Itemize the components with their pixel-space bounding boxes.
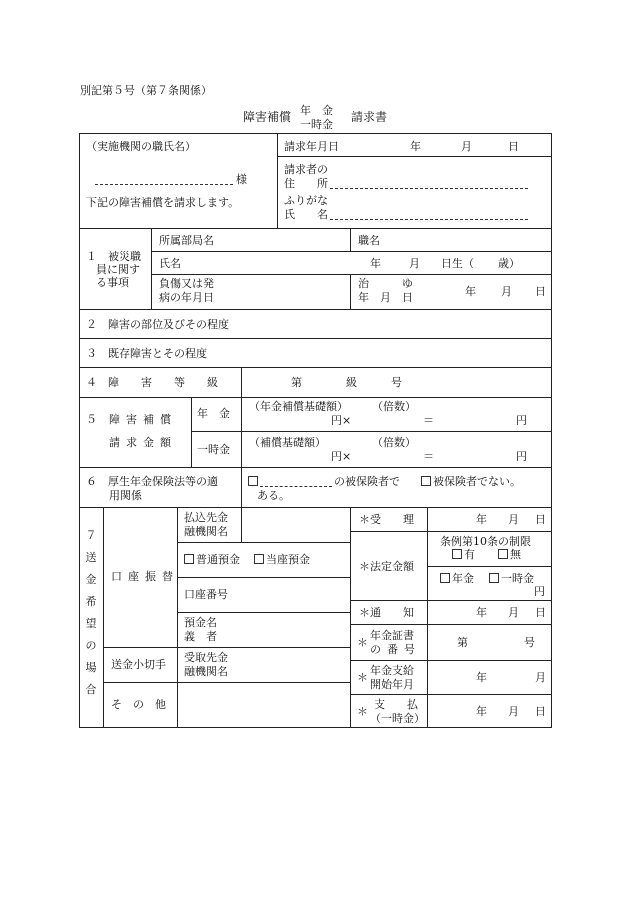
victim-section-label-2: 員に関す [96, 263, 140, 276]
current-deposit-option[interactable] [254, 553, 310, 566]
insurance-name-field[interactable] [260, 486, 332, 487]
row4-label: ４ 障 害 等 級 [86, 376, 218, 389]
name-label: 氏 名 [284, 208, 328, 221]
notice-label: ＊通 知 [359, 606, 414, 619]
insured-checkbox[interactable] [248, 476, 258, 486]
address-label-2: 住 所 [284, 177, 328, 190]
agency-label: （実施機関の職氏名） [86, 140, 196, 153]
title-ichiji: 一時金 [300, 118, 333, 131]
holder-label-2: 義 者 [184, 630, 217, 643]
row2-label: ２ 障害の部位及びその程度 [86, 318, 229, 331]
cure-label-2: 年 月 日 [358, 291, 413, 304]
cert-label-1: 年金証書 [370, 629, 414, 642]
nenkin-yen: 円 [516, 414, 527, 427]
other-label: そ の 他 [111, 698, 166, 711]
aru-label: ある。 [257, 489, 290, 502]
cert-dai: 第 [457, 636, 468, 649]
request-date-month: 月 [461, 140, 472, 153]
request-date-label: 請求年月日 [284, 140, 339, 153]
current-deposit-label: 当座預金 [266, 553, 310, 566]
ordinary-deposit-checkbox[interactable] [184, 554, 194, 564]
title-nenkin: 年 金 [300, 104, 333, 117]
grade-dai: 第 [291, 376, 302, 389]
notice-year: 年 [476, 606, 487, 619]
cure-month: 月 [501, 285, 512, 298]
start-month: 月 [535, 671, 546, 684]
form-number: 別記第５号（第７条関係） [80, 84, 212, 97]
ordinance-limit: 条例第10条の制限 [440, 535, 531, 548]
furigana-label: ふりがな [284, 194, 328, 207]
injury-label-1: 負傷又は発 [159, 277, 214, 290]
account-no-label: 口座番号 [184, 588, 228, 601]
ichiji-equals: ＝ [423, 450, 434, 463]
legal-nenkin-label: 年金 [452, 572, 474, 585]
limit-no-label: 無 [510, 548, 521, 561]
not-insured-label: 被保険者でない。 [433, 475, 521, 488]
cure-label-1: 治 ゆ [358, 277, 413, 290]
victim-section-label-1: １ 被災職 [86, 250, 141, 263]
pay-year: 年 [476, 705, 487, 718]
ichiji-yen: 円 [516, 450, 527, 463]
claim-label-1: 障害補償 [109, 413, 177, 426]
start-label-1: 年金支給 [370, 664, 414, 677]
limit-yes-checkbox[interactable] [452, 549, 462, 559]
claim-no: ５ [86, 413, 97, 426]
victim-name-label: 氏名 [159, 257, 181, 270]
grade-kyu: 級 [346, 376, 357, 389]
dept-label: 所属部局名 [159, 234, 214, 247]
grade-go: 号 [391, 376, 402, 389]
insured-suffix: の被保険者で [334, 475, 400, 488]
request-date-year: 年 [410, 140, 421, 153]
holder-label-1: 預金名 [184, 616, 217, 629]
cert-mark: ＊ [357, 636, 368, 649]
ordinary-deposit-label: 普通預金 [196, 553, 240, 566]
injury-label-2: 病の年月日 [159, 291, 214, 304]
cert-label-2: の番号 [370, 643, 421, 656]
pay-month: 月 [508, 705, 519, 718]
insured-option[interactable] [248, 475, 260, 488]
birth-year: 年 [370, 257, 381, 270]
birth-month: 月 [409, 257, 420, 270]
legal-ichiji-checkbox[interactable] [489, 573, 499, 583]
limit-no-checkbox[interactable] [498, 549, 508, 559]
legal-ichiji-label: 一時金 [501, 572, 534, 585]
pension-label-1: ６ 厚生年金保険法等の適 [86, 475, 218, 488]
agency-name-field[interactable] [95, 184, 233, 185]
nenkin-label: 年 金 [197, 407, 230, 420]
nenkin-yen-x: 円× [331, 414, 352, 427]
bank-label-1: 払込先金 [184, 511, 228, 524]
not-insured-checkbox[interactable] [421, 476, 431, 486]
not-insured-option[interactable] [421, 475, 521, 488]
receipt-day: 日 [535, 513, 546, 526]
cure-year: 年 [465, 285, 476, 298]
victim-section-label-3: る事項 [96, 276, 129, 289]
cheque-label: 送金小切手 [111, 658, 166, 671]
ichiji-multiplier-label: （倍数） [372, 436, 416, 449]
remittance-side-label: ７送金希望の場合 [85, 529, 97, 696]
receipt-year: 年 [476, 513, 487, 526]
bank-label-2: 融機関名 [184, 525, 228, 538]
pay-label-2: （一時金） [370, 712, 425, 725]
current-deposit-checkbox[interactable] [254, 554, 264, 564]
legal-yen: 円 [534, 585, 545, 598]
birth-day: 日生（ [441, 257, 474, 270]
title-prefix: 障害補償 [243, 110, 292, 124]
address-field[interactable] [330, 188, 528, 189]
legal-ichiji-option[interactable] [489, 572, 534, 585]
pay-mark: ＊ [357, 705, 368, 718]
nenkin-multiplier-label: （倍数） [372, 400, 416, 413]
receipt-label: ＊受 理 [359, 513, 414, 526]
receipt-month: 月 [508, 513, 519, 526]
cert-go: 号 [524, 636, 535, 649]
start-mark: ＊ [357, 671, 368, 684]
limit-yes-label: 有 [464, 548, 475, 561]
notice-day: 日 [535, 606, 546, 619]
start-label-2: 開始年月 [370, 678, 414, 691]
birth-age: 歳） [498, 257, 520, 270]
cure-day: 日 [535, 285, 546, 298]
pension-label-2: 用関係 [109, 489, 142, 502]
claim-label-2: 請求金額 [109, 436, 177, 449]
sama-label: 様 [236, 173, 247, 186]
ichiji-label: 一時金 [197, 443, 230, 456]
address-label-1: 請求者の [284, 163, 328, 176]
receiver-label-1: 受取先金 [184, 651, 228, 664]
claimant-name-field[interactable] [330, 219, 528, 220]
limit-yes-option[interactable] [452, 548, 475, 561]
ichiji-base-label: （補償基礎額） [249, 436, 326, 449]
ichiji-yen-x: 円× [331, 450, 352, 463]
legal-nenkin-checkbox[interactable] [440, 573, 450, 583]
account-transfer-label: 口座振替 [111, 570, 179, 583]
request-date-day: 日 [508, 140, 519, 153]
legal-nenkin-option[interactable] [440, 572, 474, 585]
ordinary-deposit-option[interactable] [184, 553, 240, 566]
pay-day: 日 [535, 705, 546, 718]
start-year: 年 [476, 671, 487, 684]
nenkin-base-label: （年金補償基礎額） [249, 400, 348, 413]
legal-amount-label: ＊法定金額 [359, 560, 414, 573]
limit-no-option[interactable] [498, 548, 521, 561]
receiver-label-2: 融機関名 [184, 665, 228, 678]
notice-month: 月 [508, 606, 519, 619]
pay-label-1: 支 払 [374, 698, 418, 711]
row3-label: ３ 既存障害とその程度 [86, 347, 207, 360]
title-suffix: 請求書 [351, 110, 388, 124]
post-label: 職名 [358, 234, 380, 247]
nenkin-equals: ＝ [423, 414, 434, 427]
request-text: 下記の障害補償を請求します。 [86, 196, 240, 209]
